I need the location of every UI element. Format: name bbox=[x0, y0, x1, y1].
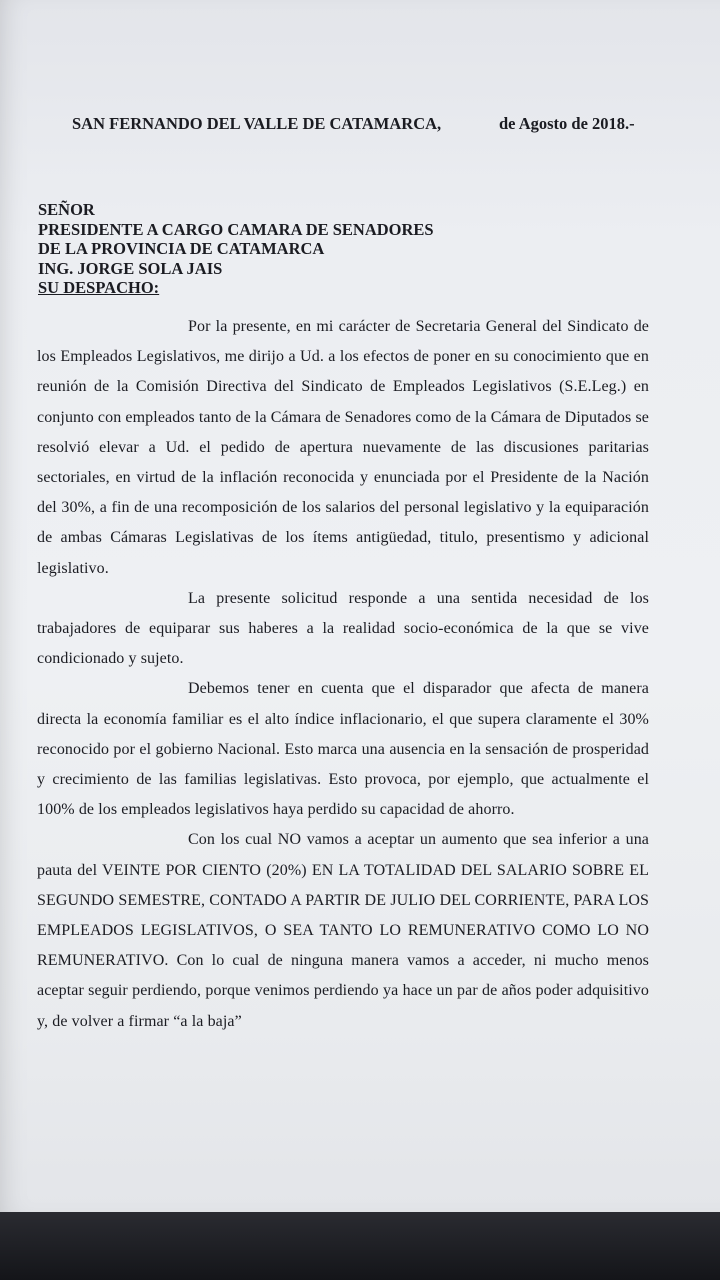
addressee-line-1: SEÑOR bbox=[38, 200, 95, 219]
paragraph-1: Por la presente, en mi carácter de Secretaria General del Sindicato de los Empleados Legislativos, me dirijo a Ud. a los efectos de poner en su conocimiento que en reunión de la Comisión Directiva del Sindicato de Empleados Legislativos (S.E.Leg.) en conjunto con empleados tanto de la Cámara de Senadores como de la Cámara de Diputados se resolvió elevar a Ud. el pedido de apertura nuevamente de las discusiones paritarias sectoriales, en virtud de la inflación reconocida y enunciada por el Presidente de la Nación del 30%, a fin de una recomposición de los salarios del personal legislativo y la equiparación de ambas Cámaras Legislativas de los ítems antigüedad, titulo, presentismo y adicional legislativo. bbox=[37, 318, 649, 577]
addressee-line-2: PRESIDENTE A CARGO CAMARA DE SENADORES bbox=[38, 219, 434, 239]
addressee-block bbox=[38, 200, 434, 298]
letter-body bbox=[37, 312, 649, 1037]
paragraph-2: La presente solicitud responde a una sentida necesidad de los trabajadores de equiparar sus haberes a la realidad socio-económica de la que se vive condicionado y sujeto. bbox=[37, 589, 649, 668]
background-surface bbox=[0, 1212, 720, 1280]
addressee-line-4: ING. JORGE SOLA JAIS bbox=[38, 258, 223, 278]
addressee-line-5: SU DESPACHO: bbox=[38, 278, 160, 297]
header-place: SAN FERNANDO DEL VALLE DE CATAMARCA, bbox=[72, 114, 442, 133]
paragraph-3: Debemos tener en cuenta que el disparador que afecta de manera directa la economía familiar es el alto índice inflacionario, el que supera claramente el 30% reconocido por el gobierno Nacional. Esto marca una ausencia en la sensación de prosperidad y crecimiento de las familias legislativas. Esto provoca, por ejemplo, que actualmente el 100% de los empleados legislativos haya perdido su capacidad de ahorro. bbox=[37, 680, 649, 819]
header-date: de Agosto de 2018.- bbox=[499, 114, 635, 133]
addressee-line-3: DE LA PROVINCIA DE CATAMARCA bbox=[38, 239, 325, 258]
paragraph-4: Con los cual NO vamos a aceptar un aumento que sea inferior a una pauta del VEINTE POR CIENTO (20%) EN LA TOTALIDAD DEL SALARIO SOBRE EL SEGUNDO SEMESTRE, CONTADO A PARTIR DE JULIO DEL CORRIENTE, PARA LOS EMPLEADOS LEGISLATIVOS, O SEA TANTO LO REMUNERATIVO COMO LO NO REMUNERATIVO. Con lo cual de ninguna manera vamos a acceder, ni mucho menos aceptar seguir perdiendo, porque venimos perdiendo ya hace un par de años poder adquisitivo y, de volver a firmar “a la baja” bbox=[37, 831, 649, 1030]
